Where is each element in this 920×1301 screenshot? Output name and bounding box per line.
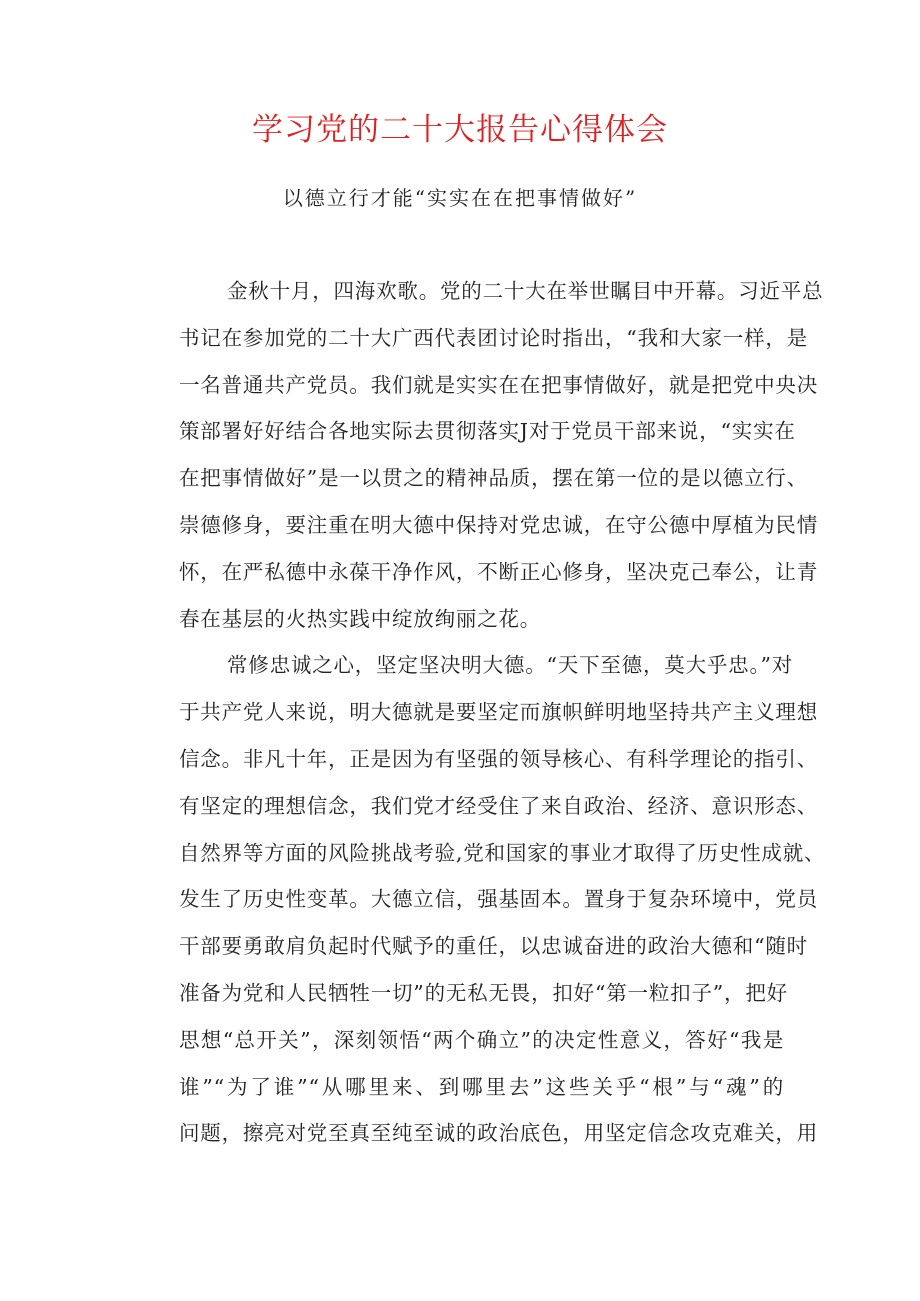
text-line: 于共产党人来说，明大德就是要坚定而旗帜鲜明地坚持共产主义理想 xyxy=(179,700,818,725)
text-line: 谁”“为了谁”“从哪里来、到哪里去”这些关乎“根”与“魂”的 xyxy=(179,1074,784,1099)
document-body xyxy=(138,268,826,1157)
paragraph-2 xyxy=(138,642,826,1157)
paragraph-1 xyxy=(138,268,824,642)
text-line: 准备为党和人民牺牲一切”的无私无畏，扣好“第一粒扣子”，把好 xyxy=(179,980,788,1005)
document-subtitle: 以德立行才能“实实在在把事情做好” xyxy=(282,186,638,210)
text-line: 常修忠诚之心，坚定坚决明大德。“天下至德，莫大乎忠。”对 xyxy=(227,653,794,678)
text-line: 金秋十月，四海欢歌。党的二十大在举世瞩目中开幕。习近平总 xyxy=(227,279,824,303)
text-line: 问题，擦亮对党至真至纯至诚的政治底色，用坚定信念攻克难关，用 xyxy=(179,1121,818,1146)
text-line: 信念。非凡十年，正是因为有坚强的领导核心、有科学理论的指引、 xyxy=(179,746,818,771)
text-line: 在把事情做好”是一以贯之的精神品质，摆在第一位的是以德立行、 xyxy=(179,466,808,491)
text-line: 策部署好好结合各地实际去贯彻落实J对于党员干部来说，“实实在 xyxy=(179,419,796,444)
text-line: 发生了历史性变革。大德立信，强基固本。置身于复杂环境中，党员 xyxy=(179,887,818,912)
text-line: 崇德修身，要注重在明大德中保持对党忠诚，在守公德中厚植为民情 xyxy=(179,512,818,537)
text-line: 一名普通共产党员。我们就是实实在在把事情做好，就是把党中央决 xyxy=(179,372,818,397)
document-title: 学习党的二十大报告心得体会 xyxy=(252,112,668,148)
text-line: 怀，在严私德中永葆干净作风，不断正心修身，坚决克己奉公，让青 xyxy=(179,559,818,584)
text-line: 自然界等方面的风险挑战考验,党和国家的事业才取得了历史性成就、 xyxy=(179,840,826,865)
text-line: 春在基层的火热实践中绽放绚丽之花。 xyxy=(179,606,542,631)
text-line: 思想“总开关”，深刻领悟“两个确立”的决定性意义，答好“我是 xyxy=(179,1027,784,1052)
text-line: 干部要勇敢肩负起时代赋予的重任，以忠诚奋进的政治大德和“随时 xyxy=(179,934,808,959)
text-line: 有坚定的理想信念，我们党才经受住了来自政治、经济、意识形态、 xyxy=(179,793,818,818)
text-line: 书记在参加党的二十大广西代表团讨论时指出，“我和大家一样，是 xyxy=(179,325,808,350)
